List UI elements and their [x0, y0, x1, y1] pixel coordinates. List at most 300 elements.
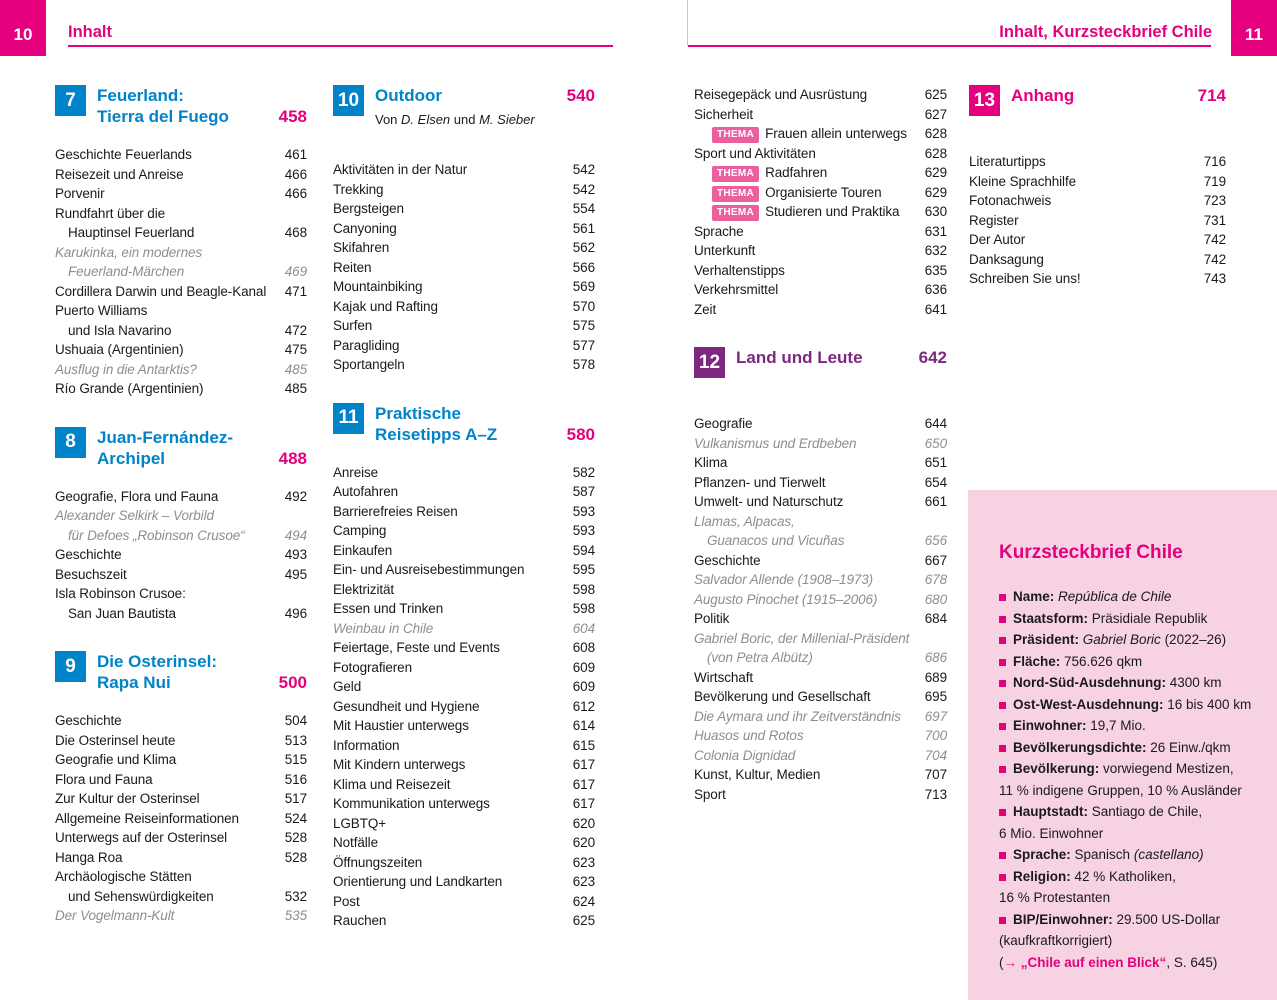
toc-entry-label: Vulkanismus und Erdbeben [694, 435, 857, 451]
toc-entry-label: Salvador Allende (1908–1973) [694, 572, 874, 587]
toc-entry [333, 872, 595, 892]
toc-entry-label: Der Vogelmann-Kult [55, 908, 175, 923]
toc-entry-label: Post [333, 893, 360, 909]
page-number-left: 10 [13, 25, 33, 44]
chapter-title-text: Reisetipps A–Z [375, 424, 498, 444]
toc-entry-page: 630 [924, 204, 947, 219]
toc-entry [694, 609, 947, 629]
toc-entry-page: 593 [572, 523, 595, 538]
text-segment: Religion: [1013, 868, 1075, 884]
toc-entry [969, 152, 1226, 172]
toc-entry-page: 524 [284, 810, 307, 826]
bullet-square-icon [999, 874, 1006, 881]
chapter-title-line [375, 424, 595, 445]
toc-entry-label: LGBTQ+ [333, 815, 387, 831]
toc-entry-page: 569 [572, 279, 595, 294]
toc-entry [333, 716, 595, 736]
toc-entry-page: 561 [572, 220, 595, 236]
toc-entry-label: Ausflug in die Antarktis? [55, 361, 197, 377]
bullet-square-icon [999, 723, 1006, 730]
toc-entry-label: Rundfahrt über die [55, 205, 166, 221]
toc-entry-label: THEMA Organisierte Touren [712, 183, 881, 203]
toc-entry-page: 723 [1203, 193, 1226, 208]
toc-entry-page: 654 [924, 474, 947, 490]
toc-entry-page: 644 [924, 416, 947, 431]
text-segment: Bevölkerungsdichte: [1013, 739, 1151, 755]
toc-entry [694, 668, 947, 688]
fact-line [999, 780, 1259, 802]
toc-entry-label: Kunst, Kultur, Medien [694, 767, 821, 782]
toc-entry-page: 594 [572, 542, 595, 558]
toc-entry [333, 297, 595, 317]
toc-entry [333, 355, 595, 375]
toc-entry [694, 590, 947, 610]
fact-line [999, 672, 1259, 694]
page-left [0, 0, 638, 1000]
toc-entry-label: Sprache [694, 223, 744, 239]
chapter-title-line [97, 427, 307, 448]
toc-entry-page: 636 [924, 282, 947, 297]
text-segment: (castellano) [1133, 847, 1204, 862]
toc-entry-page: 535 [284, 908, 307, 923]
toc-entry-label: Kleine Sprachhilfe [969, 173, 1077, 189]
toc-entry-page: 707 [924, 767, 947, 782]
text-segment: (2022–26) [1160, 632, 1227, 647]
toc-entry [55, 789, 307, 809]
toc-entry-label: Feuerland-Märchen [68, 264, 185, 279]
toc-entry-label: Kajak und Rafting [333, 298, 438, 314]
toc-entry-label: Guanacos und Vicuñas [707, 533, 845, 548]
toc-entry [333, 521, 595, 541]
bullet-square-icon [999, 702, 1006, 709]
toc-entry [333, 160, 595, 180]
toc-entry [333, 258, 595, 278]
toc-entry-label: (von Petra Albütz) [707, 650, 813, 665]
fact-line [999, 694, 1259, 716]
toc-entry [694, 144, 947, 164]
chapter-title [97, 651, 307, 693]
toc-entry [694, 105, 947, 125]
toc-entry [55, 809, 307, 829]
toc-entry-label: Zur Kultur der Osterinsel [55, 791, 200, 806]
toc-entry-page: 742 [1203, 232, 1226, 247]
toc-entry [55, 145, 307, 165]
toc-entry [333, 482, 595, 502]
toc-entry-page: 570 [572, 298, 595, 314]
text-segment: ( [999, 954, 1004, 970]
toc-entry-label: Reiten [333, 259, 372, 275]
toc-entry [55, 711, 307, 731]
toc-entry [55, 565, 307, 585]
toc-entry-page: 495 [284, 566, 307, 582]
toc-entry-page: 566 [572, 259, 595, 275]
fact-line [999, 608, 1259, 630]
chapter-title [97, 427, 307, 469]
toc-column-2 [333, 85, 595, 931]
toc-entry-label: Mit Haustier unterwegs [333, 718, 469, 733]
toc-entry-label: Ein- und Ausreisebestimmungen [333, 562, 525, 577]
toc-entry-page: 656 [924, 533, 947, 548]
chapter-title-text: Praktische [375, 403, 461, 423]
toc-entry-label: Reisegepäck und Ausrüstung [694, 87, 868, 102]
toc-entry-label: Cordillera Darwin und Beagle-Kanal [55, 283, 267, 299]
toc-entry [333, 697, 595, 717]
toc-column-3 [694, 85, 947, 804]
chapter-heading [333, 403, 595, 445]
toc-entry-page: 719 [1203, 173, 1226, 189]
toc-entry [333, 638, 595, 658]
toc-entry-label: Notfälle [333, 835, 378, 850]
toc-entry-page: 697 [924, 708, 947, 724]
toc-entry-label: Bevölkerung und Gesellschaft [694, 689, 871, 704]
chapter-title-text: Archipel [97, 448, 166, 468]
toc-entry-label: Augusto Pinochet (1915–2006) [694, 591, 878, 607]
toc-entry-page: 680 [924, 591, 947, 607]
chapter-page-number: 540 [566, 86, 595, 105]
fact-line [999, 801, 1259, 823]
toc-entry [694, 473, 947, 493]
toc-entry-page: 575 [572, 318, 595, 333]
toc-entry-label: Barrierefreies Reisen [333, 503, 458, 519]
toc-entry-page: 515 [284, 752, 307, 767]
toc-entry [55, 262, 307, 282]
toc-entry-page: 468 [284, 225, 307, 240]
toc-entry-page: 628 [924, 145, 947, 161]
toc-entry [55, 321, 307, 341]
toc-entry-page: 631 [924, 223, 947, 239]
toc-entry [694, 85, 947, 105]
toc-entry-label: Sportangeln [333, 357, 405, 372]
toc-entry-label: Geschichte [694, 552, 761, 568]
toc-entry-label: Die Osterinsel heute [55, 732, 176, 748]
toc-entry [55, 340, 307, 360]
chapter-title [1011, 85, 1226, 116]
toc-entry-page: 513 [284, 732, 307, 748]
chapter-number-box: 12 [694, 347, 725, 378]
toc-entry [333, 599, 595, 619]
toc-entry-label: Verhaltenstipps [694, 262, 785, 278]
toc-entry-label: Geld [333, 679, 362, 694]
toc-entry [55, 584, 307, 604]
toc-entry-page: 593 [572, 503, 595, 519]
toc-entry [694, 648, 947, 668]
toc-entry [333, 180, 595, 200]
toc-entry [969, 269, 1226, 289]
toc-entry-page: 625 [924, 87, 947, 102]
text-segment: Von [375, 112, 402, 127]
text-segment: Spanisch [1074, 847, 1134, 862]
chapter-number-box: 9 [55, 651, 86, 682]
toc-entry-page: 641 [924, 301, 947, 317]
text-segment: 4300 km [1169, 675, 1222, 690]
toc-entry-label: Rauchen [333, 913, 387, 928]
facts-list [999, 586, 1259, 973]
toc-entry [333, 853, 595, 873]
toc-entry-label: Puerto Williams [55, 303, 148, 318]
text-segment: 6 Mio. Einwohner [999, 825, 1104, 841]
toc-entry-page: 651 [924, 455, 947, 470]
toc-entry-page: 612 [572, 698, 595, 714]
chapter-page-number: 500 [278, 673, 307, 692]
toc-entry [694, 707, 947, 727]
chapter-byline [375, 109, 595, 130]
toc-entry [969, 211, 1226, 231]
toc-entry-label: Camping [333, 523, 387, 538]
toc-entry [333, 794, 595, 814]
toc-entry [694, 512, 947, 532]
toc-entry [55, 506, 307, 526]
bullet-square-icon [999, 680, 1006, 687]
toc-entry-page: 562 [572, 240, 595, 255]
thema-badge: THEMA [712, 186, 759, 202]
toc-entry-label: Umwelt- und Naturschutz [694, 494, 844, 509]
toc-entry-label: Paragliding [333, 337, 400, 353]
toc-entry-page: 609 [572, 679, 595, 694]
toc-entry-label: Geografie, Flora und Fauna [55, 488, 219, 504]
chapter-title-line [375, 85, 595, 106]
toc-entry-page: 504 [284, 713, 307, 728]
toc-entry [333, 336, 595, 356]
toc-entry [694, 124, 947, 144]
toc-entry-label: Kommunikation unterwegs [333, 796, 490, 811]
bullet-square-icon [999, 917, 1006, 924]
chapter-title [97, 85, 307, 127]
toc-entry [969, 172, 1226, 192]
toc-entry-label: Hanga Roa [55, 849, 123, 865]
toc-entry-page: 587 [572, 484, 595, 499]
toc-entry-page: 632 [924, 243, 947, 258]
toc-entry-page: 731 [1203, 212, 1226, 228]
fact-line [999, 823, 1259, 845]
text-segment: BIP/Einwohner: [1013, 911, 1117, 927]
chapter-title [736, 347, 947, 378]
toc-entry-label: THEMA Radfahren [712, 163, 827, 183]
text-segment: Sprache: [1013, 847, 1075, 862]
toc-entry-page: 628 [924, 126, 947, 141]
toc-entry-page: 713 [924, 786, 947, 802]
text-segment: Ost-West-Ausdehnung: [1013, 696, 1168, 712]
fact-line [999, 629, 1259, 651]
text-segment: 16 bis 400 km [1167, 696, 1252, 712]
toc-entry-label: Allgemeine Reiseinformationen [55, 810, 239, 826]
toc-entry-page: 493 [284, 547, 307, 562]
toc-entry [55, 848, 307, 868]
toc-entry-label: Sport und Aktivitäten [694, 145, 816, 161]
toc-entry-label: THEMA Frauen allein unterwegs [712, 124, 907, 144]
toc-entry-page: 492 [284, 488, 307, 504]
text-segment: Nord-Süd-Ausdehnung: [1013, 675, 1170, 690]
chapter-title [375, 403, 595, 445]
toc-entry [333, 755, 595, 775]
toc-entry-page: 528 [284, 830, 307, 845]
toc-entry [694, 551, 947, 571]
toc-entry-page: 615 [572, 737, 595, 753]
text-segment: Präsident: [1013, 632, 1083, 647]
chapter-title-text: Die Osterinsel: [97, 652, 217, 671]
toc-entry-page: 623 [572, 874, 595, 889]
toc-entry-page: 475 [284, 342, 307, 357]
toc-entry-label: Skifahren [333, 240, 390, 255]
toc-entry [333, 560, 595, 580]
fact-line [999, 930, 1259, 952]
chapter-page-number: 642 [918, 348, 947, 367]
toc-entry-page: 620 [572, 835, 595, 850]
bullet-square-icon [999, 616, 1006, 623]
toc-entry [694, 241, 947, 261]
toc-entry-label: Orientierung und Landkarten [333, 874, 503, 889]
toc-entry-page: 686 [924, 650, 947, 665]
chapter-title-line [736, 347, 947, 368]
toc-entry-label: Wirtschaft [694, 669, 754, 685]
toc-entry-page: 582 [572, 464, 595, 480]
toc-entry-label: Pflanzen- und Tierwelt [694, 474, 826, 490]
toc-entry-page: 667 [924, 552, 947, 568]
page-number-right: 11 [1245, 25, 1263, 44]
toc-entry [55, 731, 307, 751]
toc-entry [333, 833, 595, 853]
toc-entry-label: Klima und Reisezeit [333, 776, 451, 792]
toc-entry-label: THEMA Studieren und Praktika [712, 202, 899, 222]
toc-column-4 [969, 85, 1226, 289]
toc-entry [969, 250, 1226, 270]
text-segment: , S. 645) [1166, 954, 1218, 970]
toc-entry [694, 414, 947, 434]
toc-entry-label: San Juan Bautista [68, 605, 176, 621]
toc-column-1 [55, 85, 307, 926]
text-segment: → [1003, 954, 1021, 970]
toc-entry [333, 658, 595, 678]
bullet-square-icon [999, 766, 1006, 773]
toc-entry [55, 360, 307, 380]
toc-entry-page: 716 [1203, 154, 1226, 169]
text-segment: und [450, 112, 480, 127]
toc-entry [55, 204, 307, 224]
toc-entry-page: 469 [284, 264, 307, 279]
toc-entry-label: Sport [694, 786, 726, 802]
toc-entry-label: Huasos und Rotos [694, 728, 804, 743]
chapter-title-text: Feuerland: [97, 86, 184, 105]
chapter-number-box: 7 [55, 85, 86, 116]
toc-entry-page: 629 [924, 165, 947, 180]
chapter-title-text: Anhang [1011, 86, 1075, 105]
text-segment: Staatsform: [1013, 610, 1092, 626]
text-segment: 11 % indigene Gruppen, 10 % Ausländer [999, 782, 1242, 798]
fact-line [999, 952, 1259, 974]
toc-entry-label: Mit Kindern unterwegs [333, 757, 466, 772]
toc-entry-label: Hauptinsel Feuerland [68, 225, 195, 240]
chapter-page-number: 488 [278, 448, 307, 468]
text-segment: 756.626 qkm [1064, 653, 1143, 669]
fact-line [999, 758, 1259, 780]
toc-entry-page: 684 [924, 611, 947, 626]
toc-entry [55, 887, 307, 907]
text-segment: 42 % Katholiken, [1074, 868, 1176, 884]
toc-entry-page: 609 [572, 659, 595, 675]
fact-line [999, 651, 1259, 673]
toc-entry-label: Geschichte [55, 713, 122, 728]
toc-entry [694, 629, 947, 649]
toc-entry-label: Feiertage, Feste und Events [333, 640, 500, 655]
toc-entry [55, 604, 307, 624]
toc-entry [55, 545, 307, 565]
toc-entry-page: 689 [924, 669, 947, 685]
toc-entry-label: Geografie und Klima [55, 752, 177, 767]
chapter-title-line [375, 403, 595, 424]
toc-entry-label: Trekking [333, 181, 384, 197]
toc-entry [333, 238, 595, 258]
toc-entry-page: 704 [924, 747, 947, 763]
toc-entry-label: Information [333, 737, 400, 753]
toc-entry-label: Öffnungszeiten [333, 854, 423, 870]
bullet-square-icon [999, 852, 1006, 859]
chapter-heading [333, 85, 595, 130]
toc-entry [694, 261, 947, 281]
toc-entry-page: 595 [572, 562, 595, 577]
toc-entry-label: Verkehrsmittel [694, 282, 779, 297]
chapter-title-line [1011, 85, 1226, 106]
toc-entry-label: Unterkunft [694, 243, 756, 258]
toc-entry [694, 163, 947, 183]
toc-entry [969, 230, 1226, 250]
toc-entry-page: 577 [572, 337, 595, 353]
running-header-left: Inhalt [68, 23, 112, 41]
toc-entry [694, 183, 947, 203]
toc-entry-page: 578 [572, 357, 595, 372]
bullet-square-icon [999, 809, 1006, 816]
text-segment: 16 % Protestanten [999, 890, 1111, 905]
toc-entry [55, 906, 307, 926]
text-segment: (kaufkraftkorrigiert) [999, 933, 1113, 948]
chapter-heading [55, 651, 307, 693]
chapter-heading [55, 427, 307, 469]
bullet-square-icon [999, 745, 1006, 752]
toc-entry [694, 687, 947, 707]
toc-entry-label: Der Autor [969, 232, 1026, 247]
toc-entry-label: Isla Robinson Crusoe: [55, 586, 186, 601]
toc-entry-label: Surfen [333, 318, 373, 333]
text-segment: „Chile auf einen Blick“ [1020, 954, 1167, 970]
toc-entry-label: Reisezeit und Anreise [55, 166, 184, 182]
text-segment: Name: [1013, 589, 1059, 604]
text-segment: 26 Einw./qkm [1150, 739, 1231, 755]
chapter-page-number: 458 [278, 107, 307, 126]
toc-entry [694, 300, 947, 320]
toc-entry-page: 635 [924, 262, 947, 278]
text-segment: vorwiegend Mestizen, [1103, 761, 1234, 776]
text-segment: Hauptstadt: [1013, 804, 1092, 819]
page-number-tab-right [1231, 0, 1277, 56]
toc-entry-label: Politik [694, 611, 730, 626]
toc-entry-page: 742 [1203, 251, 1226, 267]
chapter-title-text: Juan-Fernández- [97, 427, 234, 447]
chapter-number-box: 8 [55, 427, 86, 458]
fact-line [999, 715, 1259, 737]
chapter-heading [694, 347, 947, 378]
text-segment: D. Elsen [401, 112, 451, 127]
fact-line [999, 866, 1259, 888]
toc-entry [694, 765, 947, 785]
bullet-square-icon [999, 659, 1006, 666]
toc-entry-label: Llamas, Alpacas, [694, 513, 795, 529]
toc-entry [55, 165, 307, 185]
toc-entry [333, 892, 595, 912]
chapter-title-text: Land und Leute [736, 348, 863, 367]
toc-entry-page: 625 [572, 913, 595, 928]
chapter-title-line [97, 106, 307, 127]
toc-entry [694, 746, 947, 766]
text-segment: Fläche: [1013, 653, 1065, 669]
toc-entry-page: 461 [284, 147, 307, 162]
